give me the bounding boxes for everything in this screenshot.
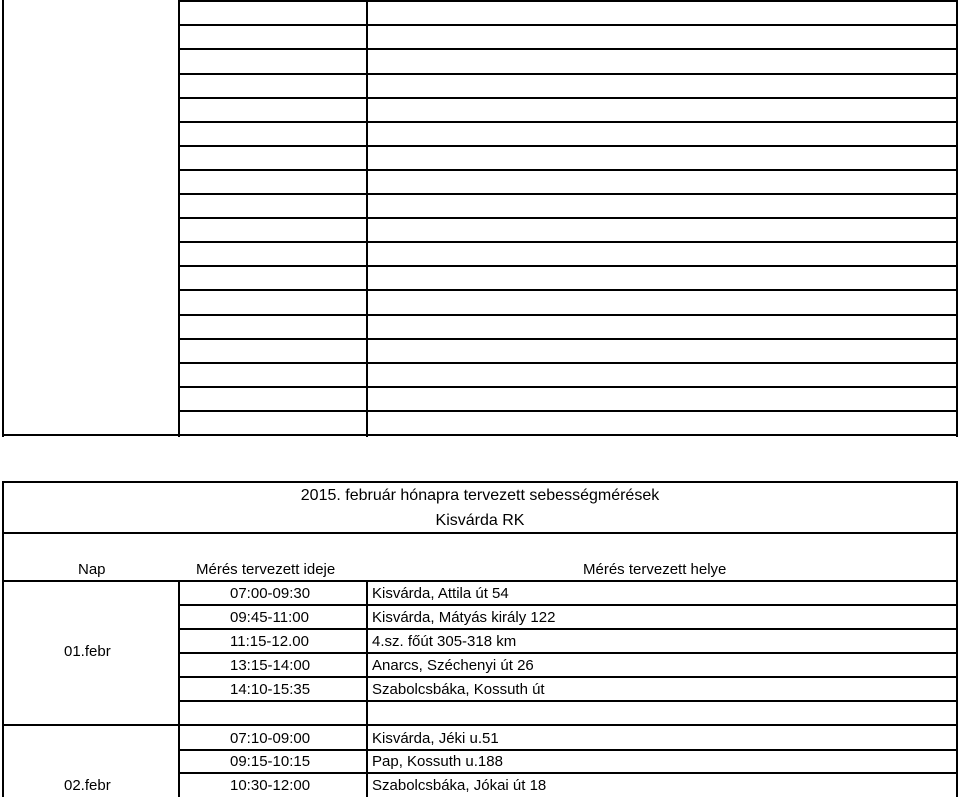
place-cell: Szabolcsbáka, Kossuth út xyxy=(372,681,545,698)
title-top-border xyxy=(2,481,958,483)
place-cell: Kisvárda, Mátyás király 122 xyxy=(372,609,556,626)
grid-line xyxy=(178,217,958,219)
grid-line xyxy=(178,604,958,606)
page-subtitle: Kisvárda RK xyxy=(435,512,525,529)
place-cell: Kisvárda, Attila út 54 xyxy=(372,585,509,602)
grid-line xyxy=(178,145,958,147)
time-cell: 07:00-09:30 xyxy=(230,585,311,602)
grid-line xyxy=(178,652,958,654)
grid-line xyxy=(178,580,180,797)
grid-line xyxy=(178,193,958,195)
grid-line xyxy=(178,314,958,316)
day-label: 02.febr xyxy=(64,777,111,794)
grid-line xyxy=(178,265,958,267)
time-cell: 14:10-15:35 xyxy=(230,681,311,698)
grid-line xyxy=(178,772,958,774)
time-cell: 09:15-10:15 xyxy=(230,753,311,770)
grid-line xyxy=(178,121,958,123)
day-label: 01.febr xyxy=(64,643,111,660)
grid-line xyxy=(178,289,958,291)
place-cell: Szabolcsbáka, Jókai út 18 xyxy=(372,777,547,794)
place-cell: 4.sz. főút 305-318 km xyxy=(372,633,517,650)
grid-line xyxy=(178,73,958,75)
place-cell: Kisvárda, Jéki u.51 xyxy=(372,730,499,747)
page-title: 2015. február hónapra tervezett sebességmérések xyxy=(300,487,660,504)
grid-line xyxy=(178,169,958,171)
grid-line xyxy=(178,97,958,99)
grid-line xyxy=(178,386,958,388)
time-cell: 13:15-14:00 xyxy=(230,657,311,674)
header-bottom-border xyxy=(2,580,958,582)
time-cell: 09:45-11:00 xyxy=(230,609,309,626)
grid-line xyxy=(178,48,958,50)
time-cell: 11:15-12.00 xyxy=(230,633,309,650)
header-time: Mérés tervezett ideje xyxy=(196,561,336,578)
time-cell: 07:10-09:00 xyxy=(230,730,311,747)
grid-line xyxy=(178,410,958,412)
grid-line xyxy=(178,749,958,751)
place-cell: Pap, Kossuth u.188 xyxy=(372,753,503,770)
place-cell: Anarcs, Széchenyi út 26 xyxy=(372,657,534,674)
grid-line xyxy=(178,241,958,243)
grid-line xyxy=(178,338,958,340)
grid-line xyxy=(178,676,958,678)
grid-line xyxy=(2,434,958,436)
grid-line xyxy=(178,24,958,26)
grid-line xyxy=(178,628,958,630)
grid-line xyxy=(2,0,4,437)
time-cell: 10:30-12:00 xyxy=(230,777,311,794)
grid-line xyxy=(178,700,958,702)
day-separator xyxy=(2,724,958,726)
header-place: Mérés tervezett helye xyxy=(583,561,727,578)
title-bottom-border xyxy=(2,532,958,534)
grid-line xyxy=(178,0,958,2)
grid-line xyxy=(366,580,368,797)
grid-line xyxy=(178,362,958,364)
header-day: Nap xyxy=(78,561,106,578)
